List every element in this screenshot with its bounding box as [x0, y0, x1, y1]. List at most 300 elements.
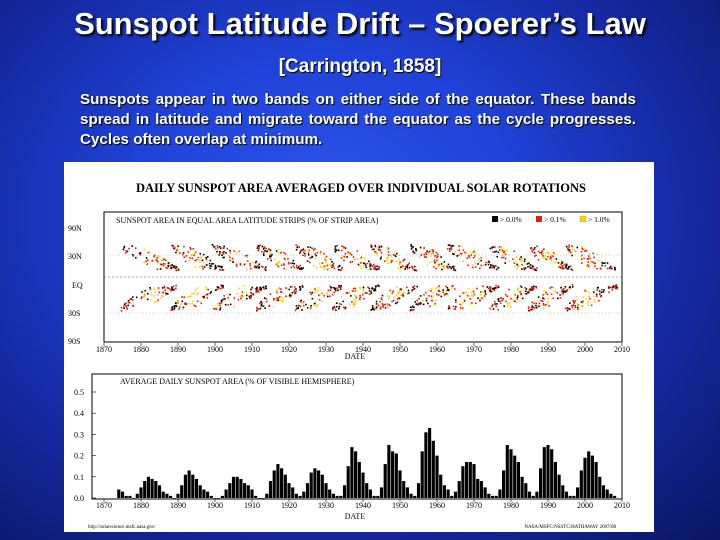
butterfly-mark	[571, 255, 573, 257]
butterfly-mark	[518, 289, 520, 291]
butterfly-mark	[185, 261, 187, 263]
butterfly-mark	[262, 266, 264, 268]
butterfly-mark	[425, 292, 427, 294]
butterfly-mark	[565, 308, 567, 310]
butterfly-mark	[327, 296, 329, 298]
butterfly-mark	[420, 247, 422, 249]
butterfly-mark	[322, 262, 324, 264]
butterfly-mark	[533, 286, 535, 288]
butterfly-mark	[157, 299, 159, 301]
butterfly-mark	[289, 297, 291, 299]
butterfly-mark	[197, 301, 199, 303]
butterfly-mark	[261, 251, 263, 253]
butterfly-mark	[320, 266, 322, 268]
butterfly-mark	[483, 264, 485, 266]
butterfly-mark	[193, 305, 195, 307]
butterfly-mark	[598, 260, 600, 262]
butterfly-mark	[572, 284, 574, 286]
butterfly-mark	[542, 253, 544, 255]
butterfly-mark	[353, 256, 355, 258]
butterfly-mark	[412, 251, 414, 253]
butterfly-mark	[175, 266, 177, 268]
butterfly-mark	[567, 310, 569, 312]
butterfly-mark	[380, 250, 382, 252]
butterfly-mark	[270, 257, 272, 259]
butterfly-mark	[398, 259, 400, 261]
butterfly-mark	[274, 299, 276, 301]
butterfly-mark	[326, 256, 328, 258]
credit-left: http://solarscience.msfc.nasa.gov/	[88, 525, 156, 530]
butterfly-mark	[484, 295, 486, 297]
butterfly-mark	[446, 293, 448, 295]
butterfly-mark	[313, 305, 315, 307]
area-bar	[513, 456, 516, 498]
butterfly-mark	[302, 302, 304, 304]
butterfly-mark	[478, 261, 480, 263]
area-xtick-label: 1870	[96, 501, 112, 510]
butterfly-mark	[160, 268, 162, 270]
butterfly-mark	[351, 254, 353, 256]
area-xtick-label: 1910	[244, 501, 260, 510]
butterfly-mark	[309, 257, 311, 259]
ytick-90n: 90N	[68, 224, 82, 233]
butterfly-mark	[581, 251, 583, 253]
butterfly-xtick-label: 1990	[540, 345, 556, 354]
butterfly-mark	[596, 289, 598, 291]
butterfly-mark	[553, 261, 555, 263]
butterfly-mark	[156, 257, 158, 259]
butterfly-mark	[217, 265, 219, 267]
butterfly-mark	[276, 292, 278, 294]
butterfly-mark	[463, 292, 465, 294]
area-bar	[428, 428, 431, 498]
butterfly-mark	[599, 290, 601, 292]
butterfly-mark	[468, 296, 470, 298]
butterfly-mark	[200, 256, 202, 258]
butterfly-mark	[291, 267, 293, 269]
butterfly-mark	[193, 255, 195, 257]
butterfly-mark	[161, 259, 163, 261]
butterfly-mark	[406, 266, 408, 268]
butterfly-mark	[592, 253, 594, 255]
butterfly-mark	[514, 262, 516, 264]
area-bar	[180, 485, 183, 498]
area-bar	[184, 475, 187, 498]
butterfly-mark	[467, 257, 469, 259]
area-ytick-label: 0.3	[74, 430, 84, 440]
butterfly-mark	[363, 266, 365, 268]
butterfly-mark	[533, 269, 535, 271]
area-bar	[369, 490, 372, 498]
butterfly-mark	[323, 253, 325, 255]
butterfly-mark	[389, 305, 391, 307]
butterfly-mark	[332, 266, 334, 268]
butterfly-mark	[505, 254, 507, 256]
butterfly-mark	[347, 251, 349, 253]
butterfly-mark	[314, 288, 316, 290]
butterfly-mark	[423, 304, 425, 306]
butterfly-mark	[551, 260, 553, 262]
butterfly-mark	[319, 299, 321, 301]
butterfly-mark	[158, 262, 160, 264]
butterfly-mark	[223, 246, 225, 248]
area-xtick-label: 1880	[133, 501, 149, 510]
area-bar	[576, 487, 579, 498]
butterfly-mark	[502, 250, 504, 252]
butterfly-mark	[234, 297, 236, 299]
butterfly-mark	[489, 308, 491, 310]
butterfly-mark	[227, 293, 229, 295]
butterfly-mark	[141, 296, 143, 298]
butterfly-xtick-label: 1950	[392, 345, 408, 354]
butterfly-mark	[292, 263, 294, 265]
area-bar	[447, 490, 450, 498]
butterfly-mark	[540, 305, 542, 307]
butterfly-mark	[399, 291, 401, 293]
butterfly-mark	[258, 308, 260, 310]
butterfly-mark	[496, 305, 498, 307]
butterfly-mark	[214, 308, 216, 310]
area-bar	[491, 496, 494, 498]
butterfly-mark	[194, 253, 196, 255]
area-bar	[417, 483, 420, 498]
butterfly-mark	[250, 295, 252, 297]
butterfly-mark	[356, 290, 358, 292]
area-bar	[487, 494, 490, 498]
butterfly-mark	[288, 262, 290, 264]
butterfly-mark	[436, 294, 438, 296]
area-bar	[421, 451, 424, 498]
butterfly-mark	[447, 248, 449, 250]
butterfly-mark	[165, 294, 167, 296]
butterfly-mark	[312, 292, 314, 294]
butterfly-mark	[154, 255, 156, 257]
butterfly-mark	[314, 292, 316, 294]
butterfly-mark	[195, 289, 197, 291]
butterfly-mark	[211, 263, 213, 265]
butterfly-mark	[349, 252, 351, 254]
butterfly-mark	[210, 260, 212, 262]
butterfly-mark	[175, 288, 177, 290]
butterfly-mark	[532, 251, 534, 253]
butterfly-mark	[215, 290, 217, 292]
butterfly-mark	[205, 257, 207, 259]
butterfly-mark	[577, 303, 579, 305]
butterfly-mark	[453, 254, 455, 256]
butterfly-mark	[365, 265, 367, 267]
butterfly-diagram	[68, 212, 630, 361]
butterfly-mark	[536, 246, 538, 248]
butterfly-mark	[167, 293, 169, 295]
butterfly-mark	[341, 268, 343, 270]
butterfly-mark	[575, 306, 577, 308]
butterfly-mark	[500, 302, 502, 304]
butterfly-mark	[398, 254, 400, 256]
area-bar	[387, 445, 390, 498]
butterfly-mark	[517, 296, 519, 298]
butterfly-mark	[178, 308, 180, 310]
butterfly-xtick-label: 1890	[170, 345, 186, 354]
area-bar	[317, 470, 320, 498]
butterfly-mark	[250, 297, 252, 299]
butterfly-mark	[572, 307, 574, 309]
butterfly-mark	[561, 260, 563, 262]
butterfly-mark	[449, 307, 451, 309]
butterfly-mark	[521, 264, 523, 266]
butterfly-mark	[227, 297, 229, 299]
butterfly-mark	[257, 264, 259, 266]
butterfly-mark	[160, 265, 162, 267]
butterfly-mark	[516, 256, 518, 258]
butterfly-mark	[153, 295, 155, 297]
butterfly-mark	[563, 290, 565, 292]
butterfly-mark	[380, 257, 382, 259]
area-bar	[336, 496, 339, 498]
butterfly-mark	[354, 258, 356, 260]
butterfly-mark	[280, 252, 282, 254]
butterfly-mark	[146, 257, 148, 259]
butterfly-mark	[285, 253, 287, 255]
butterfly-mark	[336, 249, 338, 251]
butterfly-mark	[342, 301, 344, 303]
butterfly-mark	[299, 268, 301, 270]
butterfly-mark	[532, 289, 534, 291]
butterfly-mark	[310, 247, 312, 249]
area-bar	[228, 483, 231, 498]
butterfly-mark	[249, 263, 251, 265]
area-bar	[435, 456, 438, 498]
butterfly-mark	[374, 268, 376, 270]
butterfly-mark	[301, 250, 303, 252]
butterfly-mark	[497, 267, 499, 269]
area-bar	[398, 470, 401, 498]
butterfly-mark	[182, 254, 184, 256]
butterfly-mark	[258, 245, 260, 247]
butterfly-mark	[505, 294, 507, 296]
butterfly-mark	[279, 252, 281, 254]
area-xtick-label: 1990	[540, 501, 556, 510]
butterfly-mark	[171, 309, 173, 311]
butterfly-mark	[372, 265, 374, 267]
butterfly-mark	[219, 251, 221, 253]
butterfly-mark	[445, 286, 447, 288]
butterfly-mark	[289, 289, 291, 291]
butterfly-mark	[391, 301, 393, 303]
butterfly-mark	[301, 309, 303, 311]
butterfly-mark	[392, 290, 394, 292]
butterfly-mark	[304, 255, 306, 257]
butterfly-mark	[123, 247, 125, 249]
butterfly-mark	[578, 309, 580, 311]
area-bar	[484, 487, 487, 498]
butterfly-mark	[502, 298, 504, 300]
butterfly-mark	[516, 268, 518, 270]
butterfly-mark	[396, 287, 398, 289]
butterfly-mark	[488, 264, 490, 266]
butterfly-mark	[501, 248, 503, 250]
butterfly-mark	[246, 269, 248, 271]
butterfly-mark	[490, 248, 492, 250]
butterfly-mark	[278, 300, 280, 302]
butterfly-xtick-label: 1980	[503, 345, 519, 354]
butterfly-mark	[126, 308, 128, 310]
butterfly-mark	[494, 290, 496, 292]
butterfly-mark	[195, 305, 197, 307]
butterfly-mark	[584, 290, 586, 292]
butterfly-mark	[563, 292, 565, 294]
butterfly-mark	[453, 306, 455, 308]
butterfly-mark	[165, 293, 167, 295]
butterfly-mark	[522, 298, 524, 300]
butterfly-mark	[458, 249, 460, 251]
area-bar	[461, 466, 464, 498]
butterfly-mark	[215, 248, 217, 250]
butterfly-mark	[472, 296, 474, 298]
area-bar	[239, 479, 242, 498]
butterfly-mark	[128, 302, 130, 304]
butterfly-mark	[568, 252, 570, 254]
butterfly-mark	[462, 302, 464, 304]
butterfly-mark	[430, 255, 432, 257]
butterfly-mark	[144, 290, 146, 292]
butterfly-mark	[493, 247, 495, 249]
butterfly-mark	[308, 254, 310, 256]
butterfly-mark	[125, 305, 127, 307]
butterfly-mark	[176, 269, 178, 271]
butterfly-mark	[295, 244, 297, 246]
butterfly-mark	[314, 253, 316, 255]
butterfly-mark	[223, 251, 225, 253]
butterfly-mark	[163, 263, 165, 265]
butterfly-mark	[388, 254, 390, 256]
butterfly-mark	[442, 289, 444, 291]
butterfly-mark	[471, 302, 473, 304]
ytick-eq: EQ	[72, 281, 83, 290]
butterfly-mark	[296, 249, 298, 251]
butterfly-mark	[409, 267, 411, 269]
butterfly-mark	[280, 288, 282, 290]
butterfly-mark	[258, 264, 260, 266]
area-chart-title: AVERAGE DAILY SUNSPOT AREA (% OF VISIBLE HEMISPHERE)	[120, 377, 355, 386]
butterfly-mark	[412, 268, 414, 270]
butterfly-mark	[417, 303, 419, 305]
butterfly-mark	[513, 294, 515, 296]
butterfly-mark	[220, 288, 222, 290]
butterfly-mark	[156, 259, 158, 261]
butterfly-mark	[562, 293, 564, 295]
butterfly-xtick-label: 1920	[281, 345, 297, 354]
butterfly-mark	[308, 253, 310, 255]
ytick-30n: 30N	[68, 252, 82, 261]
butterfly-mark	[542, 297, 544, 299]
butterfly-legend	[492, 215, 610, 224]
butterfly-mark	[535, 305, 537, 307]
butterfly-mark	[539, 252, 541, 254]
butterfly-mark	[431, 298, 433, 300]
butterfly-mark	[431, 300, 433, 302]
butterfly-mark	[265, 248, 267, 250]
butterfly-mark	[454, 251, 456, 253]
butterfly-mark	[410, 306, 412, 308]
butterfly-mark	[601, 265, 603, 267]
butterfly-mark	[296, 291, 298, 293]
butterfly-mark	[227, 304, 229, 306]
area-bar	[202, 490, 205, 498]
area-bar	[361, 473, 364, 498]
butterfly-mark	[462, 260, 464, 262]
butterfly-mark	[335, 246, 337, 248]
butterfly-mark	[438, 291, 440, 293]
butterfly-xtick-label: 1870	[96, 345, 112, 354]
butterfly-mark	[308, 250, 310, 252]
butterfly-mark	[162, 292, 164, 294]
butterfly-mark	[448, 305, 450, 307]
butterfly-mark	[247, 260, 249, 262]
butterfly-mark	[595, 262, 597, 264]
butterfly-mark	[473, 257, 475, 259]
butterfly-mark	[543, 304, 545, 306]
butterfly-mark	[428, 252, 430, 254]
butterfly-mark	[471, 292, 473, 294]
butterfly-mark	[610, 287, 612, 289]
butterfly-mark	[503, 305, 505, 307]
butterfly-mark	[480, 260, 482, 262]
butterfly-mark	[187, 296, 189, 298]
area-bar	[554, 462, 557, 498]
butterfly-mark	[543, 307, 545, 309]
butterfly-mark	[387, 295, 389, 297]
butterfly-mark	[372, 249, 374, 251]
area-bar	[191, 475, 194, 498]
area-bar	[476, 479, 479, 498]
area-bar	[188, 470, 191, 498]
butterfly-mark	[366, 267, 368, 269]
butterfly-mark	[326, 261, 328, 263]
area-bar	[495, 496, 498, 498]
butterfly-mark	[209, 263, 211, 265]
area-bar	[321, 475, 324, 498]
butterfly-mark	[173, 265, 175, 267]
butterfly-mark	[582, 301, 584, 303]
butterfly-mark	[287, 288, 289, 290]
butterfly-mark	[431, 261, 433, 263]
butterfly-mark	[344, 256, 346, 258]
butterfly-mark	[345, 253, 347, 255]
butterfly-mark	[325, 265, 327, 267]
butterfly-mark	[452, 245, 454, 247]
butterfly-mark	[387, 248, 389, 250]
butterfly-mark	[388, 298, 390, 300]
butterfly-mark	[174, 306, 176, 308]
butterfly-mark	[236, 265, 238, 267]
butterfly-mark	[440, 256, 442, 258]
butterfly-mark	[285, 260, 287, 262]
butterfly-mark	[338, 306, 340, 308]
butterfly-mark	[393, 254, 395, 256]
butterfly-mark	[405, 266, 407, 268]
butterfly-mark	[397, 292, 399, 294]
butterfly-mark	[506, 250, 508, 252]
butterfly-mark	[368, 294, 370, 296]
butterfly-mark	[307, 246, 309, 248]
butterfly-mark	[392, 292, 394, 294]
butterfly-mark	[343, 307, 345, 309]
butterfly-mark	[252, 262, 254, 264]
butterfly-mark	[194, 260, 196, 262]
butterfly-mark	[376, 303, 378, 305]
legend-swatch-high	[580, 216, 586, 222]
butterfly-mark	[400, 294, 402, 296]
